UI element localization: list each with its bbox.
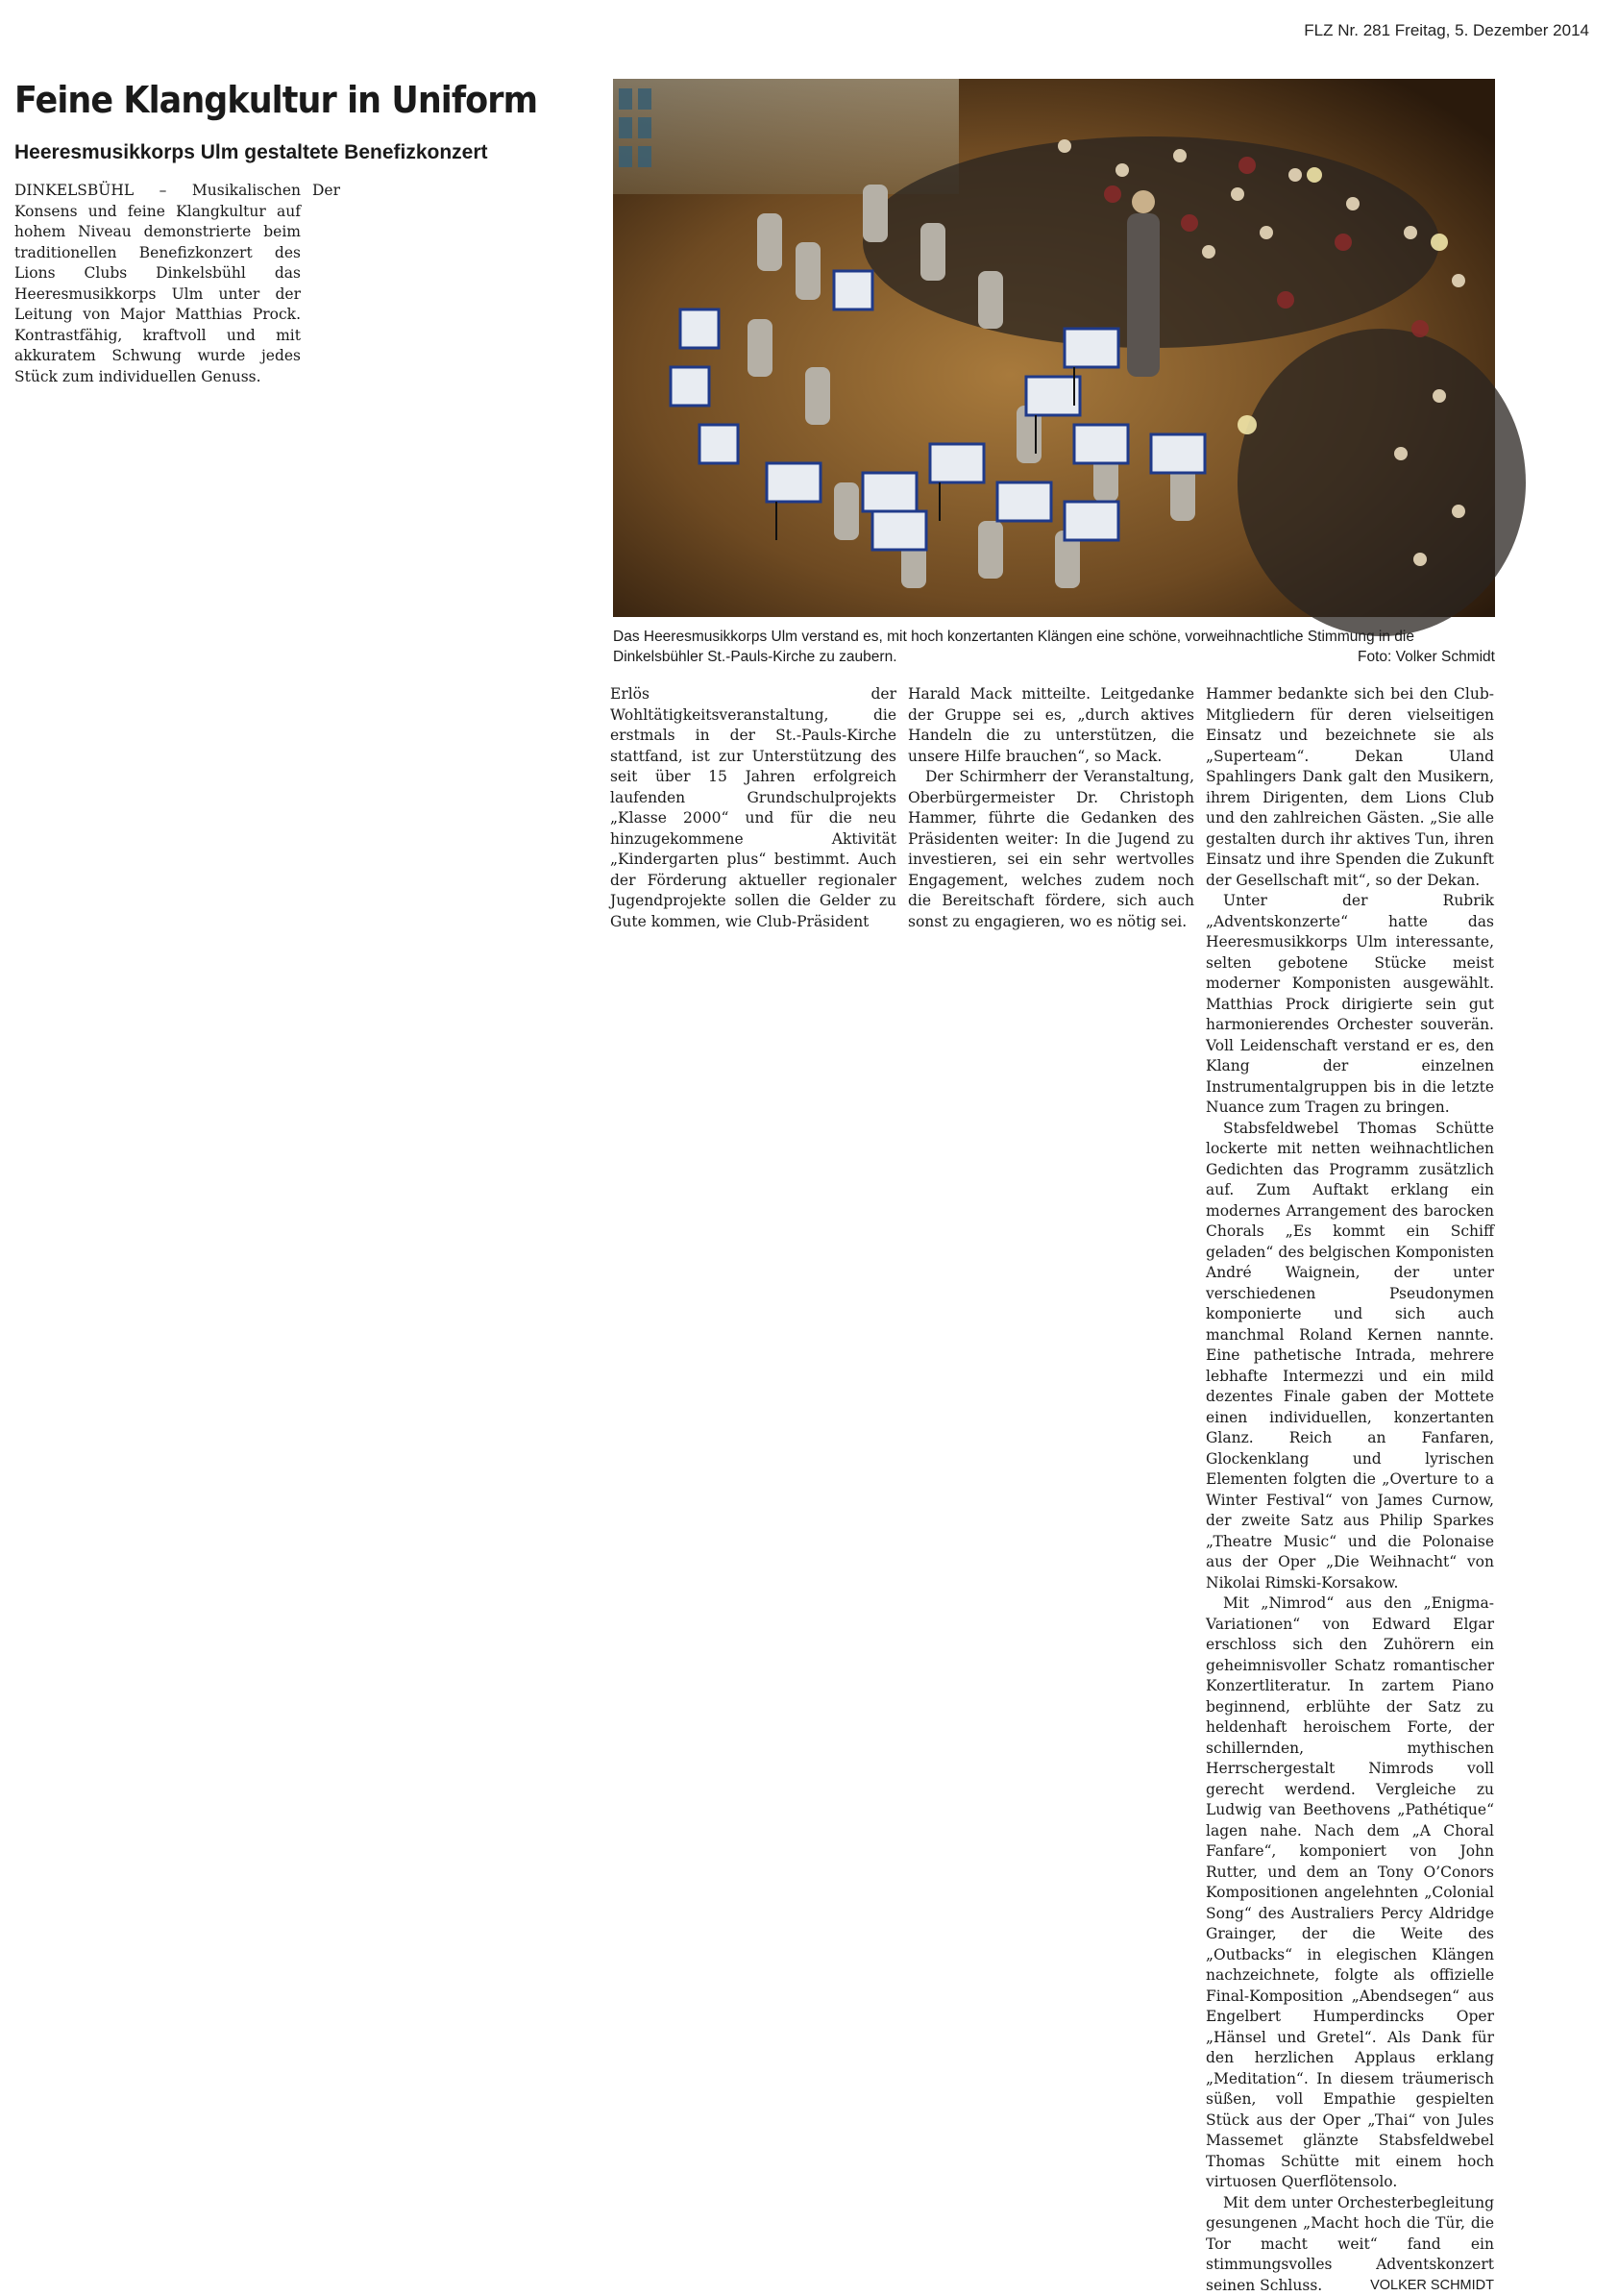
- caption-text: Das Heeresmusikkorps Ulm verstand es, mit hoch konzertanten Klängen eine schöne, vorweihnachtliche Stimmung in die Dinkelsbühler St.-Pauls-Kirche zu zaubern.: [613, 629, 1414, 665]
- article-paragraph-7: Mit dem unter Orchesterbegleitung gesungenen „Macht hoch die Tür, die Tor macht weit“ fand ein stimmungsvolles Adventskonzert seinen Schluss. VOLKER SCHMIDT: [1206, 2193, 1494, 2296]
- article-column-4: [908, 684, 1194, 932]
- article-column-3: [610, 684, 896, 932]
- article-paragraph-2: Harald Mack mitteilte. Leitgedanke der Gruppe sei es, „durch aktives Handeln die zu unterstützen, die unsere Hilfe brauchen“, so Mack.: [908, 684, 1194, 767]
- article-paragraph-2: Erlös der Wohltätigkeitsveranstaltung, die erstmals in der St.-Pauls-Kirche stattfand, ist zur Unterstützung des seit über 15 Jahren erfolgreich laufenden Grundschulprojekts „Klasse 2000“ und für die neu hinzugekommene Aktivität „Kindergarten plus“ bestimmt. Auch der Förderung aktueller regionaler Jugendprojekte sollen die Gelder zu Gute kommen, wie Club-Präsident: [610, 684, 896, 932]
- photo-caption: [613, 627, 1495, 667]
- article-paragraph-4: Unter der Rubrik „Adventskonzerte“ hatte das Heeresmusikkorps Ulm interessante, selten gebotene Stücke meist moderner Komponisten ausgewählt. Matthias Prock dirigierte sein gut harmonierendes Orchester souverän. Voll Leidenschaft verstand er es, den Klang der einzelnen Instrumentalgruppen bis in die letzte Nuance zum Tragen zu bringen.: [1206, 891, 1494, 1119]
- headline: Feine Klangkultur in Uniform: [14, 79, 537, 121]
- article-paragraph-5: Stabsfeldwebel Thomas Schütte lockerte mit netten weihnachtlichen Gedichten das Programm zusätzlich auf. Zum Auftakt erklang ein modernes Arrangement des barocken Chorals „Es kommt ein Schiff geladen“ des belgischen Komponisten André Waignein, der unter verschiedenen Pseudonymen komponierte und sich auch manchmal Roland Kernen nannte. Eine pathetische Intrada, mehrere lebhafte Intermezzi und ein mild dezentes Finale gaben der Mottete einen individuellen, konzertanten Glanz. Reich an Fanfaren, Glockenklang und lyrischen Elementen folgten die „Overture to a Winter Festival“ von James Curnow, der zweite Satz aus Philip Sparkes „Theatre Music“ und die Polonaise aus der Oper „Die Weihnacht“ von Nikolai Rimski-Korsakow.: [1206, 1119, 1494, 1594]
- article-column-5: [1206, 684, 1494, 2296]
- masthead: FLZ Nr. 281 Freitag, 5. Dezember 2014: [1304, 21, 1589, 40]
- article-paragraph-1: DINKELSBÜHL – Musikalischen Konsens und feine Klangkultur auf hohem Niveau demonstrierte beim traditionellen Benefizkonzert des Lions Clubs Dinkelsbühl das Heeresmusikkorps Ulm unter der Leitung von Major Matthias Prock. Kontrastfähig, kraftvoll und mit akkuratem Schwung wurde jedes Stück zum individuellen Genuss.: [14, 181, 301, 387]
- article-paragraph-3: Der Schirmherr der Veranstaltung, Oberbürgermeister Dr. Christoph Hammer, führte die Gedanken des Präsidenten weiter: In die Jugend zu investieren, sei ein sehr wertvolles Engagement, welches zudem noch die Bereitschaft fördere, sich auch sonst zu engagieren, wo es nötig sei.: [908, 767, 1194, 932]
- article-paragraph-2: Der: [312, 181, 599, 202]
- orchestra-in-church-image: [613, 79, 1495, 617]
- article-column-1: [14, 181, 301, 940]
- article-paragraph-3: Hammer bedankte sich bei den Club-Mitgliedern für deren vielseitigen Einsatz und bezeichnete sie als „Superteam“. Dekan Uland Spahlingers Dank galt den Musikern, ihrem Dirigenten, dem Lions Club und den zahlreichen Gästen. „Sie alle gestalten durch ihr aktives Tun, ihren Einsatz und ihre Spenden die Zukunft der Gesellschaft mit“, so der Dekan.: [1206, 684, 1494, 891]
- concert-photo: [613, 79, 1495, 617]
- subheadline: Heeresmusikkorps Ulm gestaltete Benefizkonzert: [14, 141, 488, 164]
- article-column-2: [312, 181, 599, 940]
- article-paragraph-6: Mit „Nimrod“ aus den „Enigma-Variationen“ von Edward Elgar erschloss sich den Zuhörern ein geheimnisvoller Schatz romantischer Konzertliteratur. In zartem Piano beginnend, erblühte der Satz zu heldenhaft heroischem Forte, der schillernden, mythischen Herrschergestalt Nimrods voll gerecht werdend. Vergleiche zu Ludwig van Beethovens „Pathétique“ lagen nahe. Nach dem „A Choral Fanfare“, komponiert von John Rutter, und dem an Tony O’Conors Kompositionen angelehnten „Colonial Song“ des Australiers Percy Aldridge Grainger, der die Weite des „Outbacks“ in elegischen Klängen nachzeichnete, folgte als offizielle Final-Komposition „Abendsegen“ aus Engelbert Humperdincks Oper „Hänsel und Gretel“. Als Dank für den herzlichen Applaus erklang „Meditation“. In diesem träumerisch süßen, voll Empathie gespielten Stück aus der Oper „Thai“ von Jules Massemet glänzte Stabsfeldwebel Thomas Schütte mit einem hoch virtuosen Querflötensolo.: [1206, 1593, 1494, 2193]
- photo-credit: Foto: Volker Schmidt: [1358, 647, 1495, 667]
- author-byline: VOLKER SCHMIDT: [1353, 2276, 1494, 2296]
